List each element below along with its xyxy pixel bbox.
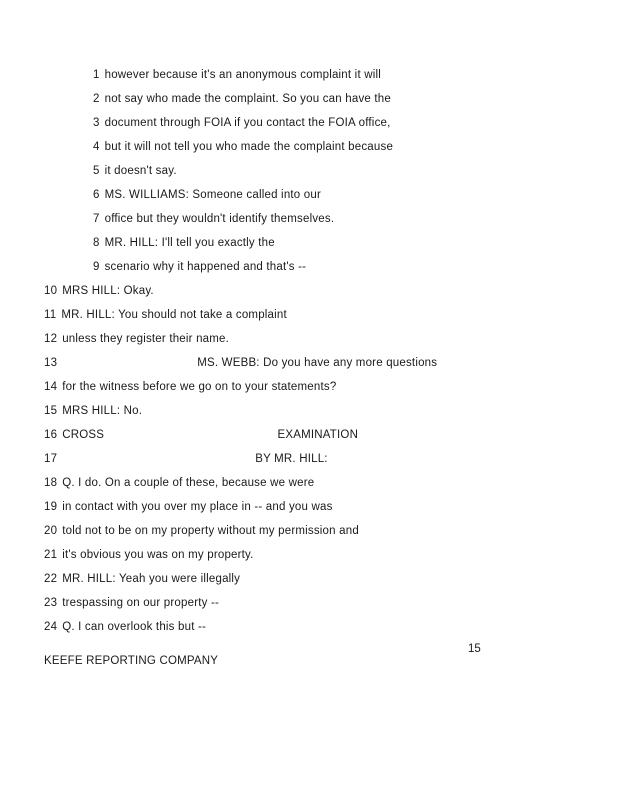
line-number: 24: [44, 621, 58, 633]
transcript-line: [44, 572, 240, 586]
transcript-line: [93, 140, 393, 154]
line-text: not say who made the complaint. So you can have the: [104, 93, 391, 105]
line-text: it doesn't say.: [104, 165, 177, 177]
line-text: CROSS EXAMINATION: [62, 429, 359, 441]
line-number: 21: [44, 549, 58, 561]
line-number: 6: [93, 189, 100, 201]
line-number: 17: [44, 453, 58, 465]
line-number: 13: [44, 357, 58, 369]
line-number: 3: [93, 117, 100, 129]
transcript-line: [44, 356, 437, 370]
transcript-line: [44, 500, 333, 514]
line-text: for the witness before we go on to your statements?: [62, 381, 337, 393]
transcript-line: [44, 284, 154, 298]
transcript-line: [44, 332, 229, 346]
transcript-line: [44, 596, 219, 610]
line-text: however because it's an anonymous complaint it will: [104, 69, 381, 81]
transcript-line: [93, 164, 177, 178]
transcript-line: [93, 236, 275, 250]
line-text: office but they wouldn't identify themselves.: [104, 213, 335, 225]
transcript-line: [93, 260, 306, 274]
line-text: MS. WILLIAMS: Someone called into our: [104, 189, 322, 201]
line-text: it's obvious you was on my property.: [62, 549, 254, 561]
line-number: 23: [44, 597, 58, 609]
line-number: 20: [44, 525, 58, 537]
line-number: 8: [93, 237, 100, 249]
line-text: unless they register their name.: [62, 333, 230, 345]
transcript-line: [93, 92, 391, 106]
line-text: Q. I do. On a couple of these, because we were: [62, 477, 315, 489]
line-number: 18: [44, 477, 58, 489]
line-number: 14: [44, 381, 58, 393]
line-text: told not to be on my property without my permission and: [62, 525, 359, 537]
line-text: in contact with you over my place in -- and you was: [62, 501, 333, 513]
line-text: scenario why it happened and that's --: [104, 261, 307, 273]
line-text: MS. WEBB: Do you have any more questions: [197, 357, 438, 369]
transcript-line: [44, 308, 287, 322]
transcript-line: [93, 68, 381, 82]
line-text: document through FOIA if you contact the FOIA office,: [104, 117, 391, 129]
transcript-line: [93, 212, 334, 226]
reporter-footer: KEEFE REPORTING COMPANY: [44, 655, 219, 667]
line-number: 2: [93, 93, 100, 105]
line-number: 11: [44, 309, 57, 321]
transcript-line: [44, 452, 328, 466]
line-text: MR. HILL: Yeah you were illegally: [62, 573, 241, 585]
line-text: MR. HILL: I'll tell you exactly the: [104, 237, 275, 249]
line-number: 5: [93, 165, 100, 177]
page-number: 15: [468, 643, 481, 655]
transcript-line: [44, 428, 358, 442]
line-text: MRS HILL: Okay.: [62, 285, 154, 297]
line-text: BY MR. HILL:: [255, 453, 328, 465]
transcript-line: [93, 116, 391, 130]
transcript-line: [44, 404, 142, 418]
line-text: MR. HILL: You should not take a complaint: [61, 309, 287, 321]
line-number: 7: [93, 213, 100, 225]
transcript-line: [93, 188, 321, 202]
transcript-line: [44, 548, 254, 562]
transcript-line: [44, 380, 336, 394]
line-text: Q. I can overlook this but --: [62, 621, 207, 633]
line-number: 1: [93, 69, 100, 81]
line-number: 10: [44, 285, 58, 297]
transcript-line: [44, 620, 206, 634]
line-number: 16: [44, 429, 58, 441]
transcript-line: [44, 476, 314, 490]
line-text: trespassing on our property --: [62, 597, 220, 609]
line-number: 15: [44, 405, 58, 417]
line-number: 4: [93, 141, 100, 153]
line-number: 9: [93, 261, 100, 273]
line-number: 12: [44, 333, 58, 345]
line-number: 19: [44, 501, 58, 513]
transcript-line: [44, 524, 359, 538]
line-number: 22: [44, 573, 58, 585]
line-text: but it will not tell you who made the complaint because: [104, 141, 394, 153]
line-text: MRS HILL: No.: [62, 405, 143, 417]
